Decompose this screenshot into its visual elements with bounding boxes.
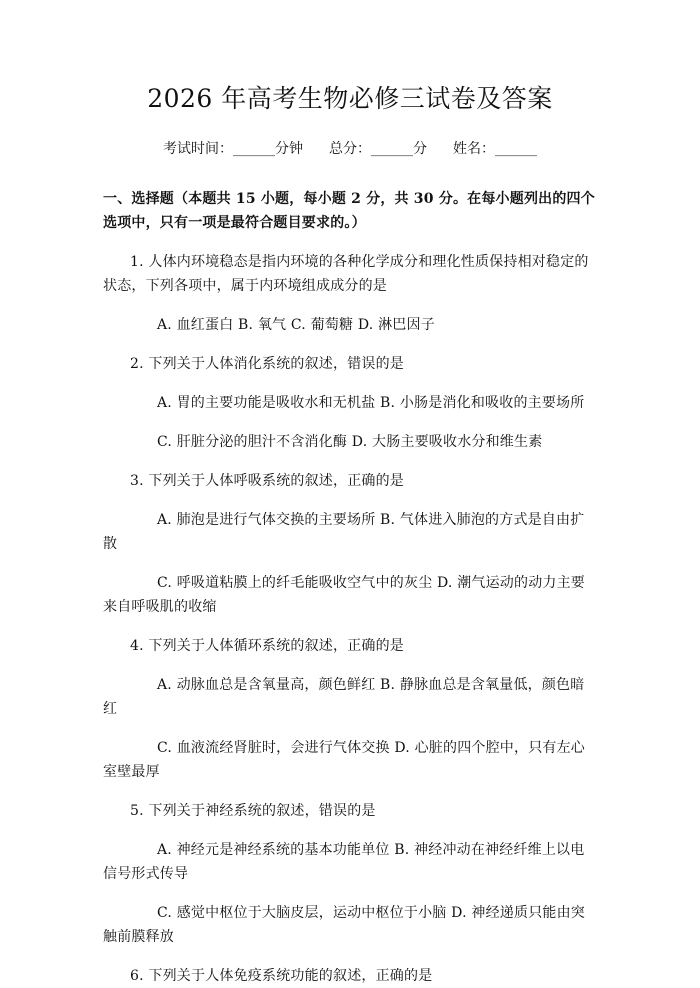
question-1 xyxy=(103,250,597,337)
question-options: A. 肺泡是进行气体交换的主要场所 B. 气体进入肺泡的方式是自由扩散 xyxy=(103,512,585,552)
question-4 xyxy=(103,634,597,784)
question-options: A. 神经元是神经系统的基本功能单位 B. 神经冲动在神经纤维上以电信号形式传导 xyxy=(103,842,585,882)
question-2 xyxy=(103,352,597,454)
question-5 xyxy=(103,799,597,949)
question-options: C. 血液流经肾脏时，会进行气体交换 D. 心脏的四个腔中，只有左心室壁最厚 xyxy=(103,740,585,780)
question-stem: 6. 下列关于人体免疫系统功能的叙述，正确的是 xyxy=(130,968,433,984)
question-3 xyxy=(103,469,597,619)
question-stem: 1. 人体内环境稳态是指内环境的各种化学成分和理化性质保持相对稳定的状态，下列各项中，属于内环境组成成分的是 xyxy=(103,254,589,294)
total-score-field: 总分：______分 xyxy=(329,141,427,157)
question-stem: 2. 下列关于人体消化系统的叙述，错误的是 xyxy=(130,356,405,372)
exam-time-field: 考试时间：______分钟 xyxy=(163,141,303,157)
question-stem: 4. 下列关于人体循环系统的叙述，正确的是 xyxy=(130,638,405,654)
question-6 xyxy=(103,964,597,988)
question-stem: 3. 下列关于人体呼吸系统的叙述，正确的是 xyxy=(130,473,405,489)
name-field: 姓名：______ xyxy=(453,141,537,157)
question-options: A. 动脉血总是含氧量高，颜色鲜红 B. 静脉血总是含氧量低，颜色暗红 xyxy=(103,677,585,717)
section-heading: 一、选择题（本题共 15 小题，每小题 2 分，共 30 分。在每小题列出的四个选项中，只有一项是最符合题目要求的。） xyxy=(103,191,595,231)
question-options: C. 感觉中枢位于大脑皮层，运动中枢位于小脑 D. 神经递质只能由突触前膜释放 xyxy=(103,905,585,945)
question-stem: 5. 下列关于神经系统的叙述，错误的是 xyxy=(130,803,376,819)
question-options: A. 胃的主要功能是吸收水和无机盐 B. 小肠是消化和吸收的主要场所 xyxy=(157,395,585,411)
page-title: 2026 年高考生物必修三试卷及答案 xyxy=(147,84,553,113)
question-options: C. 呼吸道粘膜上的纤毛能吸收空气中的灰尘 D. 潮气运动的动力主要来自呼吸肌的收缩 xyxy=(103,575,585,615)
exam-meta xyxy=(103,137,597,161)
question-options: C. 肝脏分泌的胆汁不含消化酶 D. 大肠主要吸收水分和维生素 xyxy=(157,434,543,450)
question-options: A. 血红蛋白 B. 氧气 C. 葡萄糖 D. 淋巴因子 xyxy=(157,317,435,333)
